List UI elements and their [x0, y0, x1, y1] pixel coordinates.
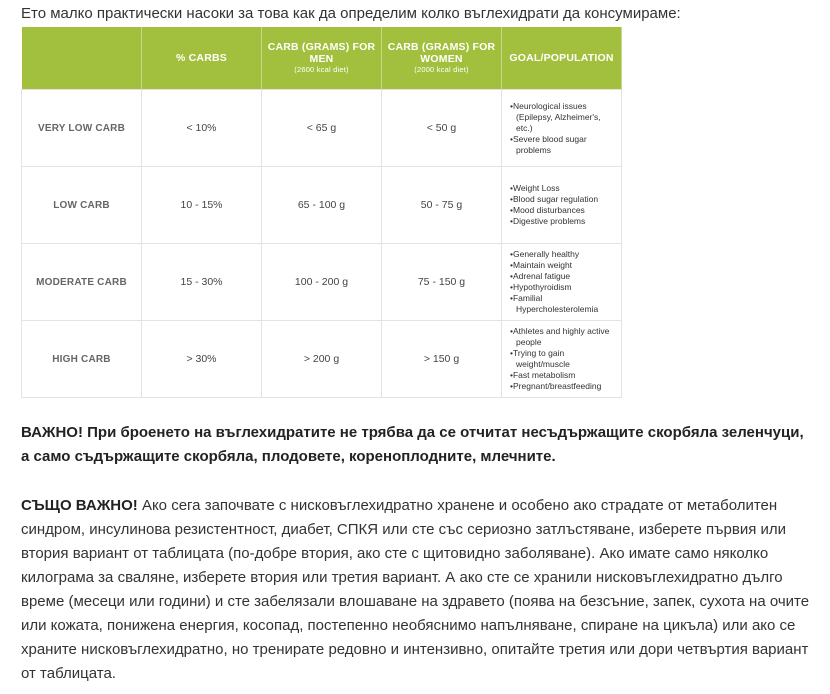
goal-item: • Weight Loss	[510, 183, 617, 194]
goal-item: • Neurological issues (Epilepsy, Alzheimer's, etc.)	[510, 101, 617, 134]
goal-item: • Hypothyroidism	[510, 282, 617, 293]
goal-item: • Generally healthy	[510, 249, 617, 260]
goal-item: • Trying to gain weight/muscle	[510, 348, 617, 370]
goals-list	[510, 326, 617, 392]
goals-cell	[502, 321, 622, 398]
carb-table	[21, 27, 622, 398]
goal-item: • Severe blood sugar problems	[510, 134, 617, 156]
goals-list	[510, 249, 617, 315]
important-note: ВАЖНО! При броенето на въглехидратите не трябва да се отчитат несъдържащите скорбяла зеленчуци, а само съдържащите скорбяла, плодовете, кореноплодните, млечните.	[21, 424, 804, 465]
table-row	[22, 244, 622, 321]
carbs-men-cell: 65 - 100 g	[262, 167, 382, 244]
goal-item: • Fast metabolism	[510, 370, 617, 381]
carbs-women-cell: 75 - 150 g	[382, 244, 502, 321]
goal-item: • Athletes and highly active people	[510, 326, 617, 348]
header-carbs-men	[262, 27, 382, 90]
goal-item: • Maintain weight	[510, 260, 617, 271]
row-label: MODERATE CARB	[22, 244, 142, 321]
header-carbs-percent: % CARBS	[142, 27, 262, 90]
goal-item: • Mood disturbances	[510, 205, 617, 216]
carbs-percent-cell: < 10%	[142, 90, 262, 167]
header-carbs-women-label: CARB (GRAMS) FOR WOMEN	[387, 41, 496, 65]
also-important-paragraph	[21, 494, 811, 686]
header-carbs-men-sub: (2600 kcal diet)	[294, 65, 349, 74]
goals-cell	[502, 167, 622, 244]
goals-list	[510, 101, 617, 156]
table-header-row	[22, 27, 622, 90]
table-row	[22, 167, 622, 244]
goal-item: • Pregnant/breastfeeding	[510, 381, 617, 392]
carbs-percent-cell: > 30%	[142, 321, 262, 398]
table-row	[22, 321, 622, 398]
goal-item: • Digestive problems	[510, 216, 617, 227]
header-goal-population: GOAL/POPULATION	[502, 27, 622, 90]
carbs-men-cell: 100 - 200 g	[262, 244, 382, 321]
header-blank	[22, 27, 142, 90]
goals-cell	[502, 90, 622, 167]
carbs-percent-cell: 10 - 15%	[142, 167, 262, 244]
header-carbs-women	[382, 27, 502, 90]
row-label: LOW CARB	[22, 167, 142, 244]
carbs-men-cell: < 65 g	[262, 90, 382, 167]
table-row	[22, 90, 622, 167]
row-label: VERY LOW CARB	[22, 90, 142, 167]
also-important-lead: СЪЩО ВАЖНО!	[21, 497, 138, 514]
carbs-men-cell: > 200 g	[262, 321, 382, 398]
row-label: HIGH CARB	[22, 321, 142, 398]
goals-list	[510, 183, 617, 227]
also-important-body: Ако сега започвате с нисковъглехидратно хранене и особено ако страдате от метаболитен синдром, инсулинова резистентност, диабет, СПКЯ или сте със сериозно затлъстяване, изберете първия или втория вариант от таблицата (по-добре втория, ако сте с щитовидно заболяване). Ако имате само няколко килограма за сваляне, изберете втория или третия вариант. А ако сте се хранили нисковъглехидратно дълго време (месеци или години) и сте забелязали влошаване на здравето (поява на безсъние, запек, сухота на очите или кожата, понижена енергия, косопад, постепенно необяснимо напълняване, спиране на цикъла) или ако се храните нисковъглехидратно, но тренирате редовно и интензивно, опитайте третия или дори четвъртия вариант от таблицата.	[21, 497, 810, 682]
carbs-percent-cell: 15 - 30%	[142, 244, 262, 321]
carbs-women-cell: 50 - 75 g	[382, 167, 502, 244]
header-carbs-men-label: CARB (GRAMS) FOR MEN	[267, 41, 376, 65]
goal-item: • Adrenal fatigue	[510, 271, 617, 282]
goals-cell	[502, 244, 622, 321]
header-carbs-women-sub: (2000 kcal diet)	[414, 65, 469, 74]
carb-guidelines-table	[21, 27, 621, 397]
goal-item: • Blood sugar regulation	[510, 194, 617, 205]
carbs-women-cell: < 50 g	[382, 90, 502, 167]
intro-text: Ето малко практически насоки за това как да определим колко въглехидрати да консумираме:	[21, 5, 681, 22]
goal-item: • Familial Hypercholesterolemia	[510, 293, 617, 315]
carbs-women-cell: > 150 g	[382, 321, 502, 398]
